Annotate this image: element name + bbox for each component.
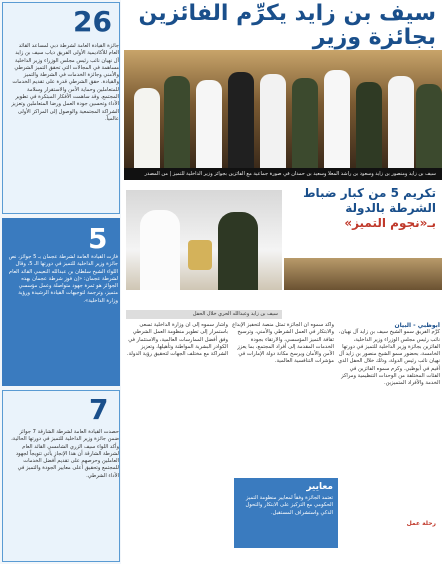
photo-figure	[134, 88, 160, 168]
photo-figure	[292, 78, 318, 168]
subheadline	[286, 186, 436, 231]
photo-figure	[140, 210, 180, 290]
stat-text: فازت القيادة العامة لشرطة عجمان بـ 5 جوائز، نص جائزة وزير الداخلية للتميز في دورتها الـ 5، وقال اللواء الشيخ سلطان بن عبدالله النعيمي القائد العام لشرطة عجمان: «إن فوز شرطة عجمان بهذه الجوائز هو ثمرة جهود متواصلة وعمل مؤسسي متميز، وترجمة لتوجيهات القيادة الرشيدة ورؤية وزارة الداخلية».	[8, 254, 118, 304]
photo-figure	[164, 76, 190, 168]
highlight-title: معايير	[306, 482, 333, 492]
subhead-line3: بـ«نجوم التميز»	[344, 216, 436, 230]
stat-box-2	[2, 218, 120, 386]
photo-figure	[356, 82, 382, 168]
section-subtitle: رحلة عمل	[406, 520, 436, 527]
stat-text: جائزة القيادة العامة لشرطة دبي لمساعد القائد العام للأكاديمية الأولى الفريق ذياب سيف بن زايد آل نهيان نائب رئيس مجلس الوزراء وزير الداخلية مساهمة في المجالات التي تحقق التميز الشرطي والأمني وجائزة الخدمات في الشرطة والتميز والقيادة. حقق الشرطي قدرة على تقديم الخدمات للمتعاملين وحماية الأمن والاستقرار وسلامة المجتمع. وقد ساهمت الأفكار المبتكرة في تطوير الأداء وتحسين جودة العمل ورضا المتعاملين وتعزيز الشراكة المجتمعية والوصول إلى المراكز الأولى عالمياً.	[11, 43, 119, 122]
secondary-photo	[126, 190, 282, 290]
stat-box-1	[2, 2, 120, 214]
photo-figure	[228, 72, 254, 168]
subhead-line1: تكريم 5 من كبار ضباط	[303, 186, 436, 200]
stat-number: 7	[89, 393, 109, 426]
body-column-middle	[232, 322, 334, 472]
stat-box-3	[2, 390, 120, 562]
highlight-text: تعتمد الجائزة وفقاً لمعايير منظومة التميز الحكومي مع التركيز على الابتكار والتحول الذكي واستشراف المستقبل.	[245, 495, 333, 516]
highlight-box	[234, 478, 338, 548]
photo-figure	[416, 84, 442, 168]
tertiary-photo	[284, 258, 442, 290]
stat-number: 5	[88, 222, 108, 255]
photo-figure	[260, 74, 286, 168]
dateline: أبوظبي - البيان	[394, 322, 440, 329]
body-text: وأشار سموه إلى أن وزارة الداخلية تسعى باستمرار إلى تطوير منظومة العمل الشرطي وفق أفضل الممارسات العالمية، والاستثمار في الكوادر البشرية المواطنة وتأهيلها، وتعزيز الشراكة مع مختلف الجهات لتحقيق رؤية الدولة.	[126, 322, 228, 358]
stat-number: 26	[73, 5, 112, 38]
subhead-line2: الشرطة بالدولة	[345, 201, 436, 215]
main-photo-caption: سيف بن زايد ومنصور بن زايد وسعود بن راشد المعلا وسعيد بن حمدان في صورة جماعية مع الفائزين بجوائز وزير الداخلية للتميز | من المصدر	[124, 168, 442, 180]
body-text: وأكد سموه أن الجائزة تمثل منصة لتحفيز الإبداع والابتكار في العمل الشرطي والأمني، وترسيخ ثقافة التميز المؤسسي، والارتقاء بجودة الخدمات المقدمة إلى أفراد المجتمع، بما يعزز الأمن والأمان ويرسخ مكانة دولة الإمارات في مؤشرات التنافسية العالمية.	[232, 322, 334, 365]
photo-figure	[324, 70, 350, 168]
body-text: كرَّم الفريق سمو الشيخ سيف بن زايد آل نهيان، نائب رئيس مجلس الوزراء وزير الداخلية، الفائزين بجائزة وزير الداخلية للتميز في دورتها الخامسة، بحضور سمو الشيخ منصور بن زايد آل نهيان نائب رئيس الدولة، وذلك خلال الحفل الذي أقيم في أبوظبي. وكرم سموه الفائزين في الفئات المختلفة من الوحدات التنظيمية ومراكز الخدمة والأفراد المتميزين.	[338, 329, 440, 387]
body-column-left	[126, 322, 228, 560]
sidebar	[0, 0, 121, 564]
photo-figure	[196, 80, 222, 168]
main-photo	[124, 50, 442, 168]
photo-figure	[388, 76, 414, 168]
photo-figure	[218, 212, 258, 290]
secondary-photo-caption: سيف بن زايد وعبدالله الحري خلال الحفل	[126, 310, 282, 319]
headline-line1: سيف بن زايد يكرِّم الفائزين بجائزة وزير	[138, 1, 436, 50]
stat-text: حصدت القيادة العامة لشرطة الشارقة 7 جوائز ضمن جائزة وزير الداخلية للتميز في دورتها الحالية، وأكد اللواء سيف الزري الشامسي القائد العام لشرطة الشارقة أن هذا الإنجاز يأتي تتويجاً لجهود العاملين وحرصهم على تقديم أفضل الخدمات للمجتمع وتحقيق أعلى معايير الجودة والتميز في الأداء الشرطي.	[11, 429, 119, 479]
trophy-icon	[188, 240, 212, 270]
